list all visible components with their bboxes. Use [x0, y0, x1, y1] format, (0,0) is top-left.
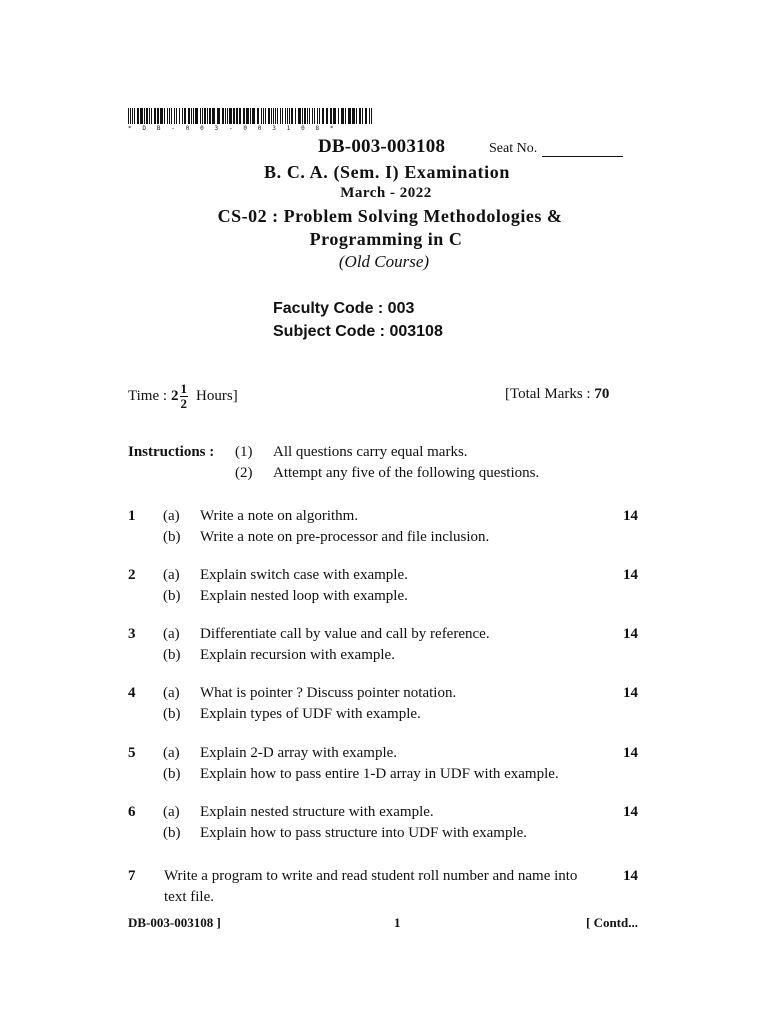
part-text: Explain switch case with example.	[200, 567, 408, 583]
time-label: Time :	[128, 387, 168, 404]
barcode-digits: * D B - 0 0 3 - 0 0 3 1 0 8 *	[128, 125, 338, 132]
instruction-item	[235, 463, 539, 484]
question-number: 3	[128, 626, 136, 642]
question-marks: 14	[623, 567, 638, 583]
part-label: (b)	[163, 766, 181, 782]
seat-number-field	[489, 141, 623, 157]
question-marks: 14	[623, 868, 638, 884]
page-number: 1	[394, 915, 401, 930]
time-denominator: 2	[180, 395, 188, 411]
barcode-graphic	[128, 108, 372, 124]
total-marks	[505, 386, 609, 403]
part-label: (b)	[163, 529, 181, 545]
question-number: 7	[128, 868, 136, 884]
part-text: Explain types of UDF with example.	[200, 706, 421, 722]
part-text: Explain how to pass entire 1-D array in UDF with example.	[200, 766, 559, 782]
part-text: Explain 2-D array with example.	[200, 745, 398, 761]
instructions-label: Instructions :	[128, 444, 215, 460]
question-marks: 14	[623, 626, 638, 642]
total-marks-value: 70	[594, 386, 610, 402]
question-part	[163, 527, 489, 548]
part-label: (a)	[163, 685, 180, 701]
question-part	[163, 764, 559, 785]
question-part	[163, 624, 490, 645]
question-text: Write a program to write and read student roll number and name into text file.	[164, 868, 578, 905]
footer-exam-code: DB-003-003108 ]	[128, 915, 221, 930]
question-part	[163, 683, 456, 704]
part-label: (a)	[163, 567, 180, 583]
question-number: 5	[128, 745, 136, 761]
exam-code: DB-003-003108	[318, 136, 446, 157]
question-part	[163, 704, 421, 725]
question-part	[163, 565, 408, 586]
subject-title-line2: Programming in C	[309, 229, 463, 249]
part-label: (b)	[163, 588, 181, 604]
part-label: (b)	[163, 647, 181, 663]
part-text: Explain nested structure with example.	[200, 804, 434, 820]
part-label: (a)	[163, 804, 180, 820]
time-numerator: 1	[180, 380, 188, 396]
time-unit: Hours]	[196, 387, 238, 404]
question-marks: 14	[623, 508, 638, 524]
question-number: 1	[128, 508, 136, 524]
part-text: What is pointer ? Discuss pointer notation.	[200, 685, 457, 701]
question-marks: 14	[623, 804, 638, 820]
part-text: Explain how to pass structure into UDF with example.	[200, 825, 528, 841]
question-part	[163, 743, 397, 764]
instruction-number: (2)	[235, 465, 253, 481]
part-text: Explain recursion with example.	[200, 647, 395, 663]
seat-number-blank	[542, 145, 623, 157]
question-marks: 14	[623, 745, 638, 761]
part-text: Differentiate call by value and call by reference.	[200, 626, 490, 642]
time-allowed	[128, 376, 238, 416]
faculty-code: Faculty Code : 003	[273, 300, 415, 317]
time-fraction	[180, 382, 189, 411]
barcode	[128, 108, 374, 132]
question-part	[163, 586, 408, 607]
question-marks: 14	[623, 685, 638, 701]
time-whole: 2	[171, 387, 179, 404]
continued-note: [ Contd...	[585, 915, 638, 930]
question-part	[163, 645, 395, 666]
part-label: (a)	[163, 745, 180, 761]
seat-label: Seat No.	[489, 141, 538, 156]
part-label: (a)	[163, 626, 180, 642]
instruction-item	[235, 442, 468, 463]
course-note: (Old Course)	[338, 252, 430, 271]
part-label: (b)	[163, 825, 181, 841]
question-number: 6	[128, 804, 136, 820]
instruction-text: Attempt any five of the following questions.	[273, 465, 540, 481]
total-marks-label: [Total Marks :	[505, 386, 591, 402]
part-text: Write a note on pre-processor and file inclusion.	[200, 529, 490, 545]
exam-date: March - 2022	[340, 185, 432, 201]
part-label: (a)	[163, 508, 180, 524]
question-part	[163, 823, 527, 844]
subject-title-line1: CS-02 : Problem Solving Methodologies &	[217, 206, 563, 226]
instruction-text: All questions carry equal marks.	[273, 444, 468, 460]
subject-code: Subject Code : 003108	[273, 323, 443, 340]
instruction-number: (1)	[235, 444, 253, 460]
question-part	[163, 802, 434, 823]
question-number: 2	[128, 567, 136, 583]
program-title: B. C. A. (Sem. I) Examination	[264, 162, 510, 182]
part-label: (b)	[163, 706, 181, 722]
part-text: Write a note on algorithm.	[200, 508, 359, 524]
code-block	[273, 297, 443, 343]
part-text: Explain nested loop with example.	[200, 588, 408, 604]
question-part	[163, 506, 358, 527]
question-number: 4	[128, 685, 136, 701]
